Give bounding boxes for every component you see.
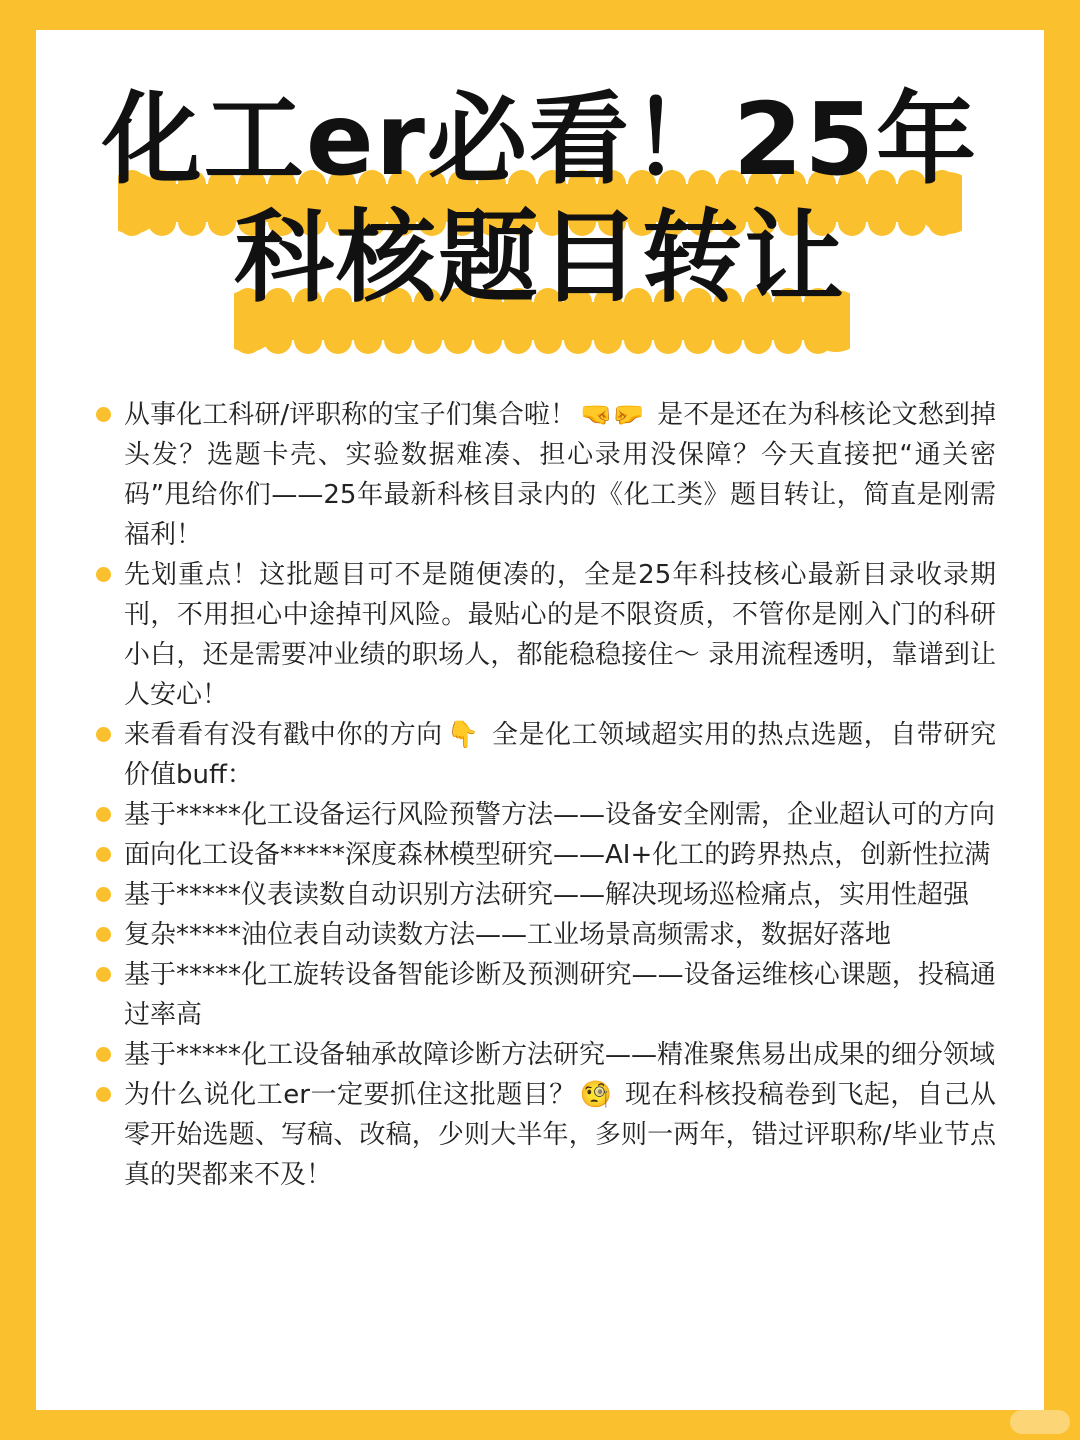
wave-scallop bbox=[474, 326, 502, 354]
bullet-dot-icon bbox=[96, 807, 111, 822]
bullet-list bbox=[96, 395, 996, 1195]
wave-scallop bbox=[414, 326, 442, 354]
bullet-dot-icon bbox=[96, 407, 111, 422]
title-block bbox=[36, 30, 1044, 360]
list-item bbox=[96, 1075, 996, 1195]
wave-scallop bbox=[684, 326, 712, 354]
list-item bbox=[96, 795, 996, 835]
wave-scallop bbox=[384, 326, 412, 354]
item-text-cont: 是不是还在为科核论文愁到掉头发？选题卡壳、实验数据难凑、担心录用没保障？今天直接把“通关密码”甩给你们——25年最新科核目录内的《化工类》题目转让，简直是刚需福利！ bbox=[124, 400, 997, 550]
item-text: 复杂*****油位表自动读数方法——工业场景高频需求，数据好落地 bbox=[124, 920, 892, 950]
list-item bbox=[96, 915, 996, 955]
list-item bbox=[96, 715, 996, 795]
bullet-dot-icon bbox=[96, 887, 111, 902]
list-item bbox=[96, 955, 996, 1035]
pointing-down-emoji: 👇 bbox=[446, 720, 480, 750]
bullet-dot-icon bbox=[96, 1047, 111, 1062]
list-item bbox=[96, 875, 996, 915]
item-text-cont: 全是化工领域超实用的热点选题，自带研究价值buff： bbox=[124, 720, 996, 790]
wave-scallop bbox=[444, 326, 472, 354]
page-title-line-1: 化工er必看！25年 bbox=[101, 81, 979, 198]
content-card bbox=[36, 30, 1044, 1410]
wave-scallop bbox=[744, 326, 772, 354]
list-item bbox=[96, 1035, 996, 1075]
item-text: 面向化工设备*****深度森林模型研究——AI+化工的跨界热点，创新性拉满 bbox=[124, 840, 991, 870]
bullet-dot-icon bbox=[96, 567, 111, 582]
wave-scallop bbox=[564, 326, 592, 354]
bullet-dot-icon bbox=[96, 927, 111, 942]
wave-scallop bbox=[624, 326, 652, 354]
bullet-dot-icon bbox=[96, 967, 111, 982]
page-title-line-2: 科核题目转让 bbox=[234, 199, 846, 316]
wave-scallop bbox=[654, 326, 682, 354]
list-item bbox=[96, 395, 996, 555]
item-text-cont: 现在科核投稿卷到飞起，自己从零开始选题、写稿、改稿，少则大半年，多则一两年，错过评职称/毕业节点真的哭都来不及！ bbox=[124, 1080, 997, 1190]
item-text: 基于*****化工设备轴承故障诊断方法研究——精准聚焦易出成果的细分领域 bbox=[124, 1040, 996, 1070]
item-text: 先划重点！这批题目可不是随便凑的，全是25年科技核心最新目录收录期刊，不用担心中途掉刊风险。最贴心的是不限资质，不管你是刚入门的科研小白，还是需要冲业绩的职场人，都能稳稳接住～ 录用流程透明，靠谱到让人安心！ bbox=[124, 560, 996, 710]
item-text: 来看看有没有戳中你的方向 bbox=[124, 720, 443, 750]
list-item bbox=[96, 835, 996, 875]
item-text: 为什么说化工er一定要抓住这批题目？ bbox=[124, 1080, 576, 1110]
wave-scallop bbox=[324, 326, 352, 354]
bullet-dot-icon bbox=[96, 1087, 111, 1102]
list-item bbox=[96, 555, 996, 715]
fist-bump-emoji: 🤜🤛 bbox=[580, 400, 645, 430]
bullet-dot-icon bbox=[96, 847, 111, 862]
wave-scallop bbox=[354, 326, 382, 354]
wave-scallop bbox=[774, 326, 802, 354]
item-text: 基于*****仪表读数自动识别方法研究——解决现场巡检痛点，实用性超强 bbox=[124, 880, 970, 910]
wave-scallop bbox=[504, 326, 532, 354]
wave-scallop bbox=[534, 326, 562, 354]
item-text: 从事化工科研/评职称的宝子们集合啦！ bbox=[124, 400, 577, 430]
watermark bbox=[1010, 1410, 1070, 1434]
wave-scallop bbox=[594, 326, 622, 354]
wave-scallop bbox=[294, 326, 322, 354]
item-text: 基于*****化工设备运行风险预警方法——设备安全刚需，企业超认可的方向 bbox=[124, 800, 996, 830]
thinking-face-emoji: 🧐 bbox=[579, 1080, 613, 1110]
item-text: 基于*****化工旋转设备智能诊断及预测研究——设备运维核心课题，投稿通过率高 bbox=[124, 960, 996, 1030]
bullet-dot-icon bbox=[96, 727, 111, 742]
wave-scallop bbox=[714, 326, 742, 354]
